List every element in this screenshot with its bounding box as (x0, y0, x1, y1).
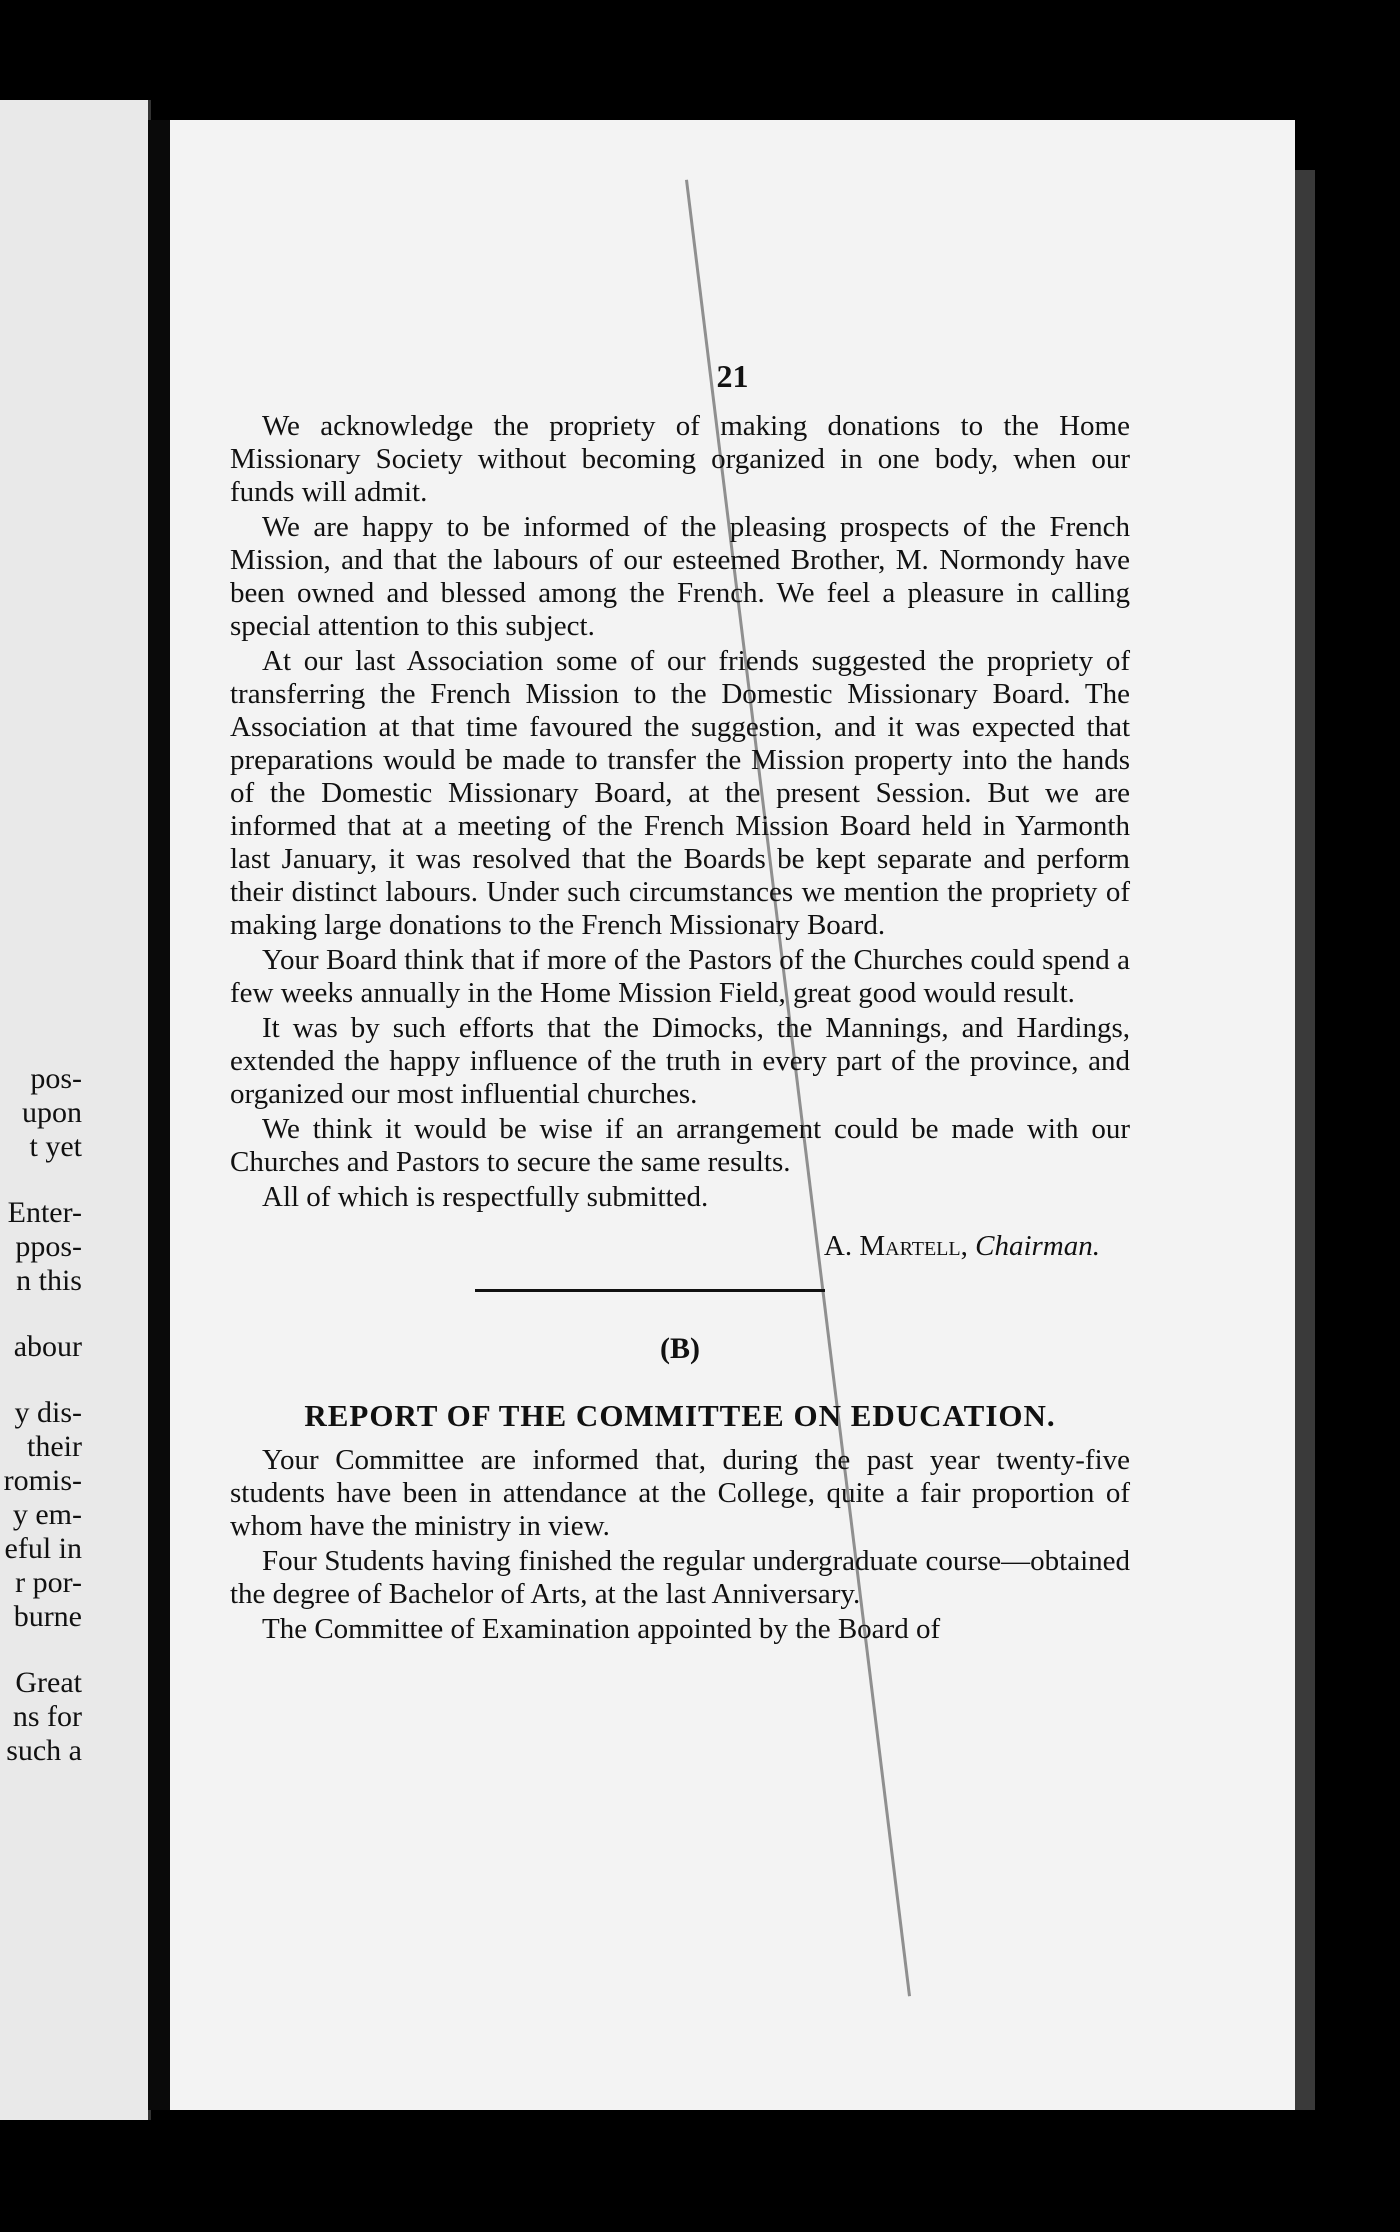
page-edge (1295, 170, 1315, 2110)
paragraph-5: It was by such efforts that the Dimocks, the Mannings, and Hardings, extended the happy influence of the truth in every part of the province, and organized our most influential churches. (230, 1012, 1130, 1110)
left-page-fragment: Great (15, 1666, 82, 1699)
left-page-fragment: Enter- (7, 1196, 82, 1229)
paragraph-1: We acknowledge the propriety of making donations to the Home Missionary Society without becoming organized in one body, when our funds will admit. (230, 410, 1130, 508)
left-page-fragment: y em- (12, 1498, 82, 1531)
page-number: 21 (716, 358, 749, 394)
left-page-fragment: ppos- (15, 1230, 82, 1263)
left-page-fragment: eful in (4, 1532, 82, 1565)
section-label: (B) (660, 1332, 700, 1365)
left-page-fragment: upon (22, 1096, 82, 1129)
left-page-fragment: burne (13, 1600, 82, 1633)
left-page-fragment: romis- (3, 1464, 82, 1497)
left-page-fragment: their (27, 1430, 82, 1463)
section-divider (475, 1289, 825, 1292)
left-page-fragment: y dis- (14, 1396, 82, 1429)
left-page-fragment: pos- (30, 1062, 82, 1095)
left-page-fragment: n this (16, 1264, 82, 1297)
signature-name: A. Martell, (823, 1230, 968, 1262)
page-body (230, 410, 1130, 1648)
section-heading: REPORT OF THE COMMITTEE ON EDUCATION. (304, 1398, 1056, 1433)
document-page (170, 120, 1295, 2110)
left-page-fragment: abour (13, 1330, 82, 1363)
paragraph-3: At our last Association some of our friends suggested the propriety of transferring the French Mission to the Domestic Missionary Board. The Association at that time favoured the suggestion, and it was expected that preparations would be made to transfer the Mission property into the hands of the Domestic Missionary Board, at the present Session. But we are informed that at a meeting of the French Mission Board held in Yarmonth last January, it was resolved that the Boards be kept separate and perform their distinct labours. Under such circumstances we mention the propriety of making large donations to the French Missionary Board. (230, 645, 1130, 941)
paragraph-7: All of which is respectfully submitted. (262, 1181, 709, 1213)
section-paragraph-3: The Committee of Examination appointed by the Board of (262, 1613, 941, 1645)
section-paragraph-1: Your Committee are informed that, during the past year twenty-five students have been in attendance at the College, quite a fair proportion of whom have the ministry in view. (230, 1444, 1130, 1542)
section-paragraph-2: Four Students having finished the regular undergraduate course—obtained the degree of Bachelor of Arts, at the last Anniversary. (230, 1545, 1130, 1610)
left-page-fragment: ns for (12, 1700, 82, 1733)
paragraph-2: We are happy to be informed of the pleasing prospects of the French Mission, and that the labours of our esteemed Brother, M. Normondy have been owned and blessed among the French. We feel a pleasure in calling special attention to this subject. (230, 511, 1130, 642)
left-page-fragment: t yet (29, 1130, 82, 1163)
paragraph-4: Your Board think that if more of the Pastors of the Churches could spend a few weeks annually in the Home Mission Field, great good would result. (230, 944, 1130, 1009)
left-page-fragment: r por- (15, 1566, 82, 1599)
signature-title: Chairman. (975, 1230, 1100, 1262)
signature (230, 1230, 1100, 1263)
paragraph-6: We think it would be wise if an arrangement could be made with our Churches and Pastors to secure the same results. (230, 1113, 1130, 1178)
left-page-fragment: such a (6, 1734, 82, 1767)
